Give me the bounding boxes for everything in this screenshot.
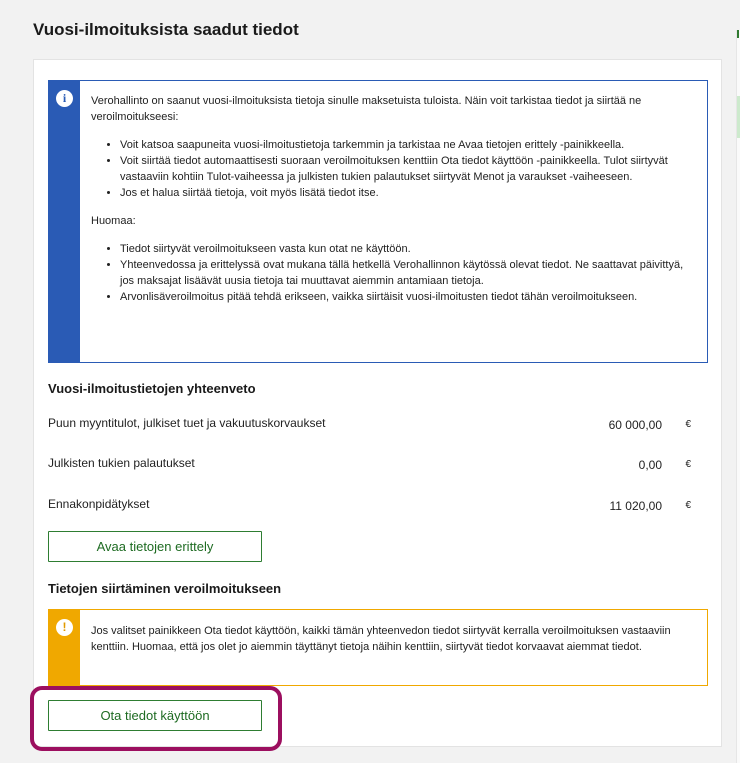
summary-title: Vuosi-ilmoitustietojen yhteenveto <box>48 381 256 396</box>
info-icon: i <box>56 90 73 107</box>
summary-row-value: 11 020,00 <box>609 499 662 513</box>
summary-row-label: Puun myyntitulot, julkiset tuet ja vakuutuskorvaukset <box>48 416 326 430</box>
warning-notice-body <box>80 610 707 685</box>
list-item: • Voit siirtää tiedot automaattisesti suoraan veroilmoituksen kenttiin Ota tiedot käyttöön -painikkeella. Tulot siirtyvät vastaaviin kohtiin Tulot-vaiheessa ja julkisten tukien palautukset siirtyvät Menot ja varaukset -vaiheeseen. <box>120 153 697 185</box>
exclamation-icon: ! <box>56 619 73 636</box>
summary-row-value: 60 000,00 <box>608 418 662 432</box>
summary-row-label: Ennakonpidätykset <box>48 497 150 511</box>
list-item: • Yhteenvedossa ja erittelyssä ovat mukana tällä hetkellä Verohallinnon käytössä olevat tiedot. Ne saattavat päivittyä, jos maksajat lisäävät uusia tietoja tai muuttavat aiemmin antamiaan tietoja. <box>120 257 697 289</box>
list-item: • Voit katsoa saapuneita vuosi-ilmoitustietoja tarkemmin ja tarkistaa ne Avaa tietojen erittely -painikkeella. <box>120 137 697 153</box>
note-heading: Huomaa: <box>91 215 136 227</box>
info-intro-text: Verohallinto on saanut vuosi-ilmoituksista tietoja sinulle maksetuista tuloista. Näin voit tarkistaa tiedot ja siirtää ne veroilmoitukseesi: <box>91 95 642 123</box>
list-item: • Jos et halua siirtää tietoja, voit myös lisätä tiedot itse. <box>120 185 697 201</box>
warning-notice <box>48 609 708 686</box>
summary-row-value: 0,00 <box>638 458 662 472</box>
summary-row <box>48 456 694 472</box>
info-notice-body <box>80 81 707 362</box>
summary-row <box>48 416 694 432</box>
transfer-title: Tietojen siirtäminen veroilmoitukseen <box>48 581 282 596</box>
warning-text: Jos valitset painikkeen Ota tiedot käyttöön, kaikki tämän yhteenvedon tiedot siirtyvät kerralla veroilmoituksen vastaaviin kenttiin. Huomaa, että jos olet jo aiemmin täyttänyt tietoja näihin kenttiin, siirtyvät tiedot korvaavat aiemmat tiedot. <box>91 625 671 653</box>
open-details-button[interactable]: Avaa tietojen erittely <box>48 531 262 562</box>
apply-data-button[interactable]: Ota tiedot käyttöön <box>48 700 262 731</box>
page-title: Vuosi-ilmoituksista saadut tiedot <box>33 20 299 39</box>
info-notice <box>48 80 708 363</box>
euro-unit: € <box>685 459 691 470</box>
list-item: • Tiedot siirtyvät veroilmoitukseen vasta kun otat ne käyttöön. <box>120 241 697 257</box>
info-notice-stripe <box>49 81 80 362</box>
side-panel-edge <box>736 30 740 763</box>
list-item: • Arvonlisäveroilmoitus pitää tehdä erikseen, vaikka siirtäisit vuosi-ilmoitusten tiedot tähän veroilmoitukseen. <box>120 289 697 305</box>
euro-unit: € <box>685 500 691 511</box>
warning-notice-stripe <box>49 610 80 685</box>
euro-unit: € <box>685 419 691 430</box>
summary-row <box>48 497 694 513</box>
info-bullet-list <box>91 137 697 201</box>
note-bullet-list <box>91 241 697 305</box>
summary-row-label: Julkisten tukien palautukset <box>48 456 195 470</box>
